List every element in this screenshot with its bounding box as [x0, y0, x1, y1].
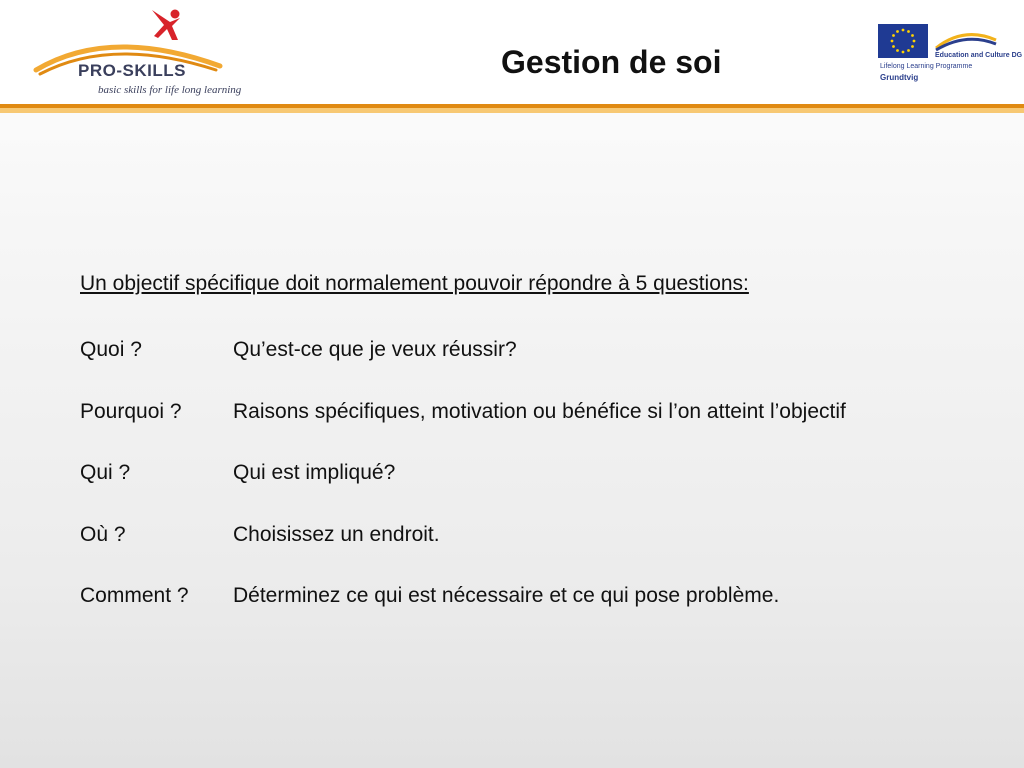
question-row-comment — [80, 582, 1000, 610]
pro-skills-logo — [30, 4, 250, 100]
question-label: Où ? — [80, 522, 126, 546]
intro-text: Un objectif spécifique doit normalement pouvoir répondre à 5 questions: — [80, 272, 749, 295]
question-label: Pourquoi ? — [80, 399, 182, 423]
question-row-qui — [80, 459, 1000, 487]
llp-swoosh-icon — [934, 28, 998, 52]
page-title: Gestion de soi — [501, 44, 722, 80]
question-row-quoi — [80, 336, 1000, 364]
programme-label: Lifelong Learning Programme — [880, 63, 973, 70]
header-divider-light — [0, 108, 1024, 113]
question-label: Quoi ? — [80, 338, 142, 361]
question-text: Qui est impliqué? — [233, 461, 396, 484]
question-label: Comment ? — [80, 584, 189, 607]
question-label: Qui ? — [80, 461, 131, 484]
question-text: Raisons spécifiques, motivation ou bénéfice si l’on atteint l’objectif — [233, 399, 846, 423]
slide-body — [80, 270, 1000, 644]
eu-flag-icon — [878, 24, 928, 58]
question-row-ou — [80, 521, 1000, 549]
subprogramme-label: Grundtvig — [880, 73, 919, 82]
logo-name: PRO-SKILLS — [78, 61, 186, 80]
question-text: Qu’est-ce que je veux réussir? — [233, 338, 517, 361]
question-row-pourquoi — [80, 398, 1000, 426]
agency-label: Education and Culture DG — [935, 52, 1023, 59]
slide-header — [0, 0, 1024, 104]
question-text: Déterminez ce qui est nécessaire et ce qui pose problème. — [233, 584, 780, 607]
question-text: Choisissez un endroit. — [233, 522, 440, 546]
eu-programme-logo — [878, 24, 1023, 88]
logo-tagline: basic skills for life long learning — [98, 84, 242, 96]
